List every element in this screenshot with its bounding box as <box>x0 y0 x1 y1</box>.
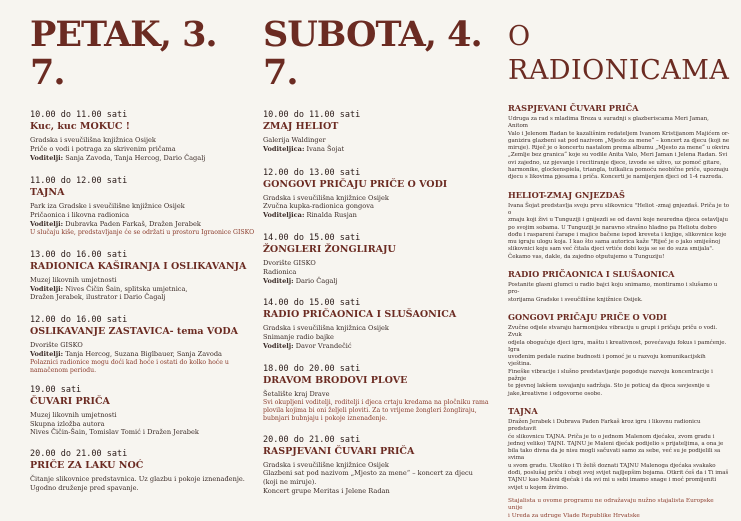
event-block <box>263 435 503 496</box>
event-title: GONGOVI PRIČAJU PRIČE O VODI <box>263 178 448 190</box>
event-block <box>30 449 255 493</box>
workshop-section <box>508 312 730 398</box>
event-detail: Gradska i sveučilišna knjižnica Osijek <box>30 136 156 144</box>
event-note: Polaznici radionice mogu doći kad hoće i ostati do kolko hoće u namačenom periodu. <box>30 358 229 374</box>
workshop-text: „Zemlje bez granica“ koje su vodile Anita Valo, Meri Jaman i Jelena Radan. Svi <box>508 152 728 159</box>
workshop-section <box>508 406 730 492</box>
event-time: 14.00 do 15.00 sati <box>263 298 361 309</box>
footer-line: Stajalista u ovome programu ne odražavaju nužno stajalista Europske unije <box>508 497 714 512</box>
event-detail: Šetalište kraj Drave <box>263 389 330 398</box>
event-block <box>263 110 503 154</box>
workshop-text: TAJNU kao Maleni djećak i da svi mi u sebi imamo snage i moć promijeniti <box>508 477 717 484</box>
event-time: 11.00 do 12.00 sati <box>30 176 128 187</box>
event-detail: Skupna izložba autora <box>30 419 105 428</box>
workshop-text: jake,kreativne i odgovorne osobe. <box>508 390 603 397</box>
event-title: OSLIKAVANJE ZASTAVICA- tema VODA <box>30 326 238 338</box>
workshop-text: će slikovnicu TAJNA. Priča je to o jednom Malenom djećaku, zvom gradu i <box>508 433 715 440</box>
workshop-text: Čekamo vas, dakle, da zajedno otputujemo u Tunguziju! <box>508 253 665 260</box>
workshop-text: Valo i Jelenom Radan te kazališnim redateljem Ivanom Kristijanom Majićem or- <box>508 130 730 137</box>
workshop-text: odjela obogućuje djeci igru, maštu i kreativnost, povećavaju fokus i pamćenje. Igra <box>508 339 727 353</box>
leaders-label: Voditeljica: <box>263 211 305 220</box>
event-time: 14.00 do 15.00 sati <box>263 232 361 243</box>
event-time: 20.00 do 21.00 sati <box>30 449 128 460</box>
workshop-text: u svom gradu. Ukoliko i Ti želiš doznati TAJNU Malenoga djećaka svakako <box>508 462 716 469</box>
event-leaders <box>30 154 255 163</box>
workshop-text: ovi zajedno, uz pjevanje i recitiranje djece, izvode se uživo, uz pomoć gitare, <box>508 159 722 166</box>
workshop-text: Udruga za rad s mladima Breza u suradnji s glazberiscama Meri Jaman, Anitom <box>508 116 709 130</box>
leaders-label: Voditeljica: <box>263 144 305 153</box>
event-detail: Čitanje slikovnice predstavnica. Uz glazbu i pokoje iznenađenje. <box>30 475 245 484</box>
leaders-names: Nives Čičin Šain, splitska umjetnica, <box>63 284 188 293</box>
event-detail: Dvorište GISKO <box>263 258 316 267</box>
workshop-text: mu igraju ulogu koja. I kao što sama autorica kaže "Riječ je o jako smiješnoj <box>508 239 721 246</box>
workshop-text: ganizira glazbeni sat pod nazivom „Mjesto za mene“ – koncert za djecu (koji ne <box>508 137 730 144</box>
event-leaders <box>30 350 255 359</box>
event-block <box>30 250 255 302</box>
event-title: ŽONGLERI ŽONGLIRAJU <box>263 243 396 255</box>
event-block <box>30 176 255 236</box>
event-title: RADIONICA KAŠIRANJA I OSLIKAVANJA <box>30 260 247 272</box>
event-leaders <box>263 277 503 286</box>
about-heading: O RADIONICAMA <box>508 21 730 86</box>
leaders-names: Ivana Šojat <box>304 144 345 153</box>
leaders-label: Voditelji: <box>30 349 64 358</box>
event-detail: Gradska i sveučilišne knjižnice Osijek <box>263 460 389 469</box>
leaders-names: Dubravka Paden Farkaš, Dražen Jerabek <box>63 219 201 228</box>
workshop-title: TAJNA <box>508 405 538 416</box>
event-detail: Dvorište GISKO <box>30 341 83 350</box>
event-block <box>263 168 503 220</box>
event-time: 12.00 do 16.00 sati <box>30 315 128 326</box>
workshop-title: RADIO PRIČAONICA I SLUŠAONICA <box>508 269 675 280</box>
event-note: Svi okupljeni voditelji, roditelji i djeca crtaju kredama na pločniku rama plovila kojima bi oni željeli ploviti. Za to vrijeme žongleri žongliraju, bubnjari bubnjaju i pokoje iznenađenje. <box>263 398 489 422</box>
workshop-section <box>508 190 730 261</box>
event-time: 10.00 do 11.00 sati <box>263 110 361 120</box>
event-leaders <box>263 145 503 154</box>
workshop-text: po svojim sobama. U Tunguziji je naravno strašno hladno pa Heliotu dobro <box>508 224 717 231</box>
workshop-text: Zvučne odjele stvaraju harmonijsku vibraciju u grupi i pričaju priču o vodi. Zvuk <box>508 324 718 339</box>
event-time: 18.00 do 20.00 sati <box>263 363 361 374</box>
leaders-label: Voditelji: <box>30 219 64 228</box>
event-detail: Galerija Waldinger <box>263 136 326 144</box>
leaders-label: Voditelj: <box>263 341 294 350</box>
footer-disclaimer <box>508 498 730 521</box>
event-note: U slučaju kiše, predstavljanje će se održati u prostoru Igraonice GISKO <box>30 228 255 236</box>
leaders-label: Voditelji: <box>30 284 64 293</box>
workshop-descriptions <box>508 103 730 492</box>
leaders-names: Davor Vrandečić <box>293 341 352 350</box>
event-title: TAJNA <box>30 187 65 199</box>
event-leaders <box>263 211 503 220</box>
leaders-label: Voditelji: <box>30 153 64 162</box>
workshop-text: svijet u kojem živimo. <box>508 484 569 491</box>
workshop-text: uvođenim pedale razine budnosti i pomoć je u razvoju komunikacijskih vještina. <box>508 354 706 368</box>
saturday-heading: SUBOTA, 4. 7. <box>263 14 482 93</box>
workshop-text: Postanite glasni glumci u radio bajci koju snimamo, montiramo i slušamo u pro- <box>508 282 718 296</box>
friday-column <box>30 0 255 493</box>
workshop-text: miruje). Riječ je o koncertu nastalom prema albumu „Mjesto za mene“ u okviru <box>508 145 730 152</box>
workshop-text: Dražen Jerabek i Dubrava Paden Farkaš kroz igru i likovnu radionicu predstavit <box>508 418 701 433</box>
event-block <box>263 233 503 285</box>
event-detail: Zvučna kupka-radionica gongova <box>263 202 374 211</box>
workshop-text: dođu i raspareni čarape i majice bačene ispod kreveta i knjige, slikovnice koje <box>508 231 727 238</box>
workshop-text: Ivana Šojat predstavlja svoju prvu slikovnicu "Heliot -zmaj gnjezdaš. Priča je to o <box>508 202 730 216</box>
leaders-names: Rinalda Rusjan <box>304 211 357 220</box>
event-detail: Muzej likovnih umjetnosti <box>30 275 117 284</box>
event-detail: Koncert grupe Meritas i Jelene Radan <box>263 486 390 495</box>
leaders-names: Dario Čagalj <box>293 276 338 285</box>
event-leaders <box>30 220 255 229</box>
workshop-text: jednoj veliko) TAJNI. TAJNU je Maleni djećak podijelio s prijateljima, a ona je <box>508 440 724 447</box>
workshop-section <box>508 269 730 304</box>
workshop-text: zmaju koji živi u Tunguziji i gnijezdi se od davni koje neuredna djeca ostavljaju <box>508 217 729 224</box>
about-workshops-column <box>508 0 730 521</box>
workshop-text: Fineške vibracije i slušno predstavljanje pogoduje razvoju koncentracije i pažnje <box>508 368 713 383</box>
friday-heading: PETAK, 3. 7. <box>30 14 217 93</box>
workshop-text: harmonike, glockenspiela, triangla, tutkalica pomoću neobične priče, upoznaju <box>508 167 729 174</box>
event-title: Kuc, kuc MOKUC ! <box>30 121 130 132</box>
footer-line: i Ureda za udruge Vlade Republike Hrvatske <box>508 513 640 520</box>
workshop-text: dođi, poslušaj priču i oboji svoj svijet najljepšim bojama. Otkrit ćeš da i Ti imaš <box>508 469 729 476</box>
event-detail: Pričaonica i likovna radionica <box>30 211 130 220</box>
event-title: RADIO PRIČAONICA I SLUŠAONICA <box>263 309 457 321</box>
workshop-text: djecu s likovima pjesama i priča. Koncerti je namijenjen djeci od 1-4 razreda. <box>508 174 724 181</box>
event-detail: Gradska i sveučilišna knjižnica Osijek <box>263 324 389 333</box>
event-time: 19.00 sati <box>30 384 82 395</box>
saturday-events <box>263 110 503 496</box>
friday-events <box>30 110 255 493</box>
event-detail: Priče o vodi i potraga za skrivenim pričama <box>30 144 176 153</box>
event-detail: Snimanje radio bajke <box>263 333 334 342</box>
event-time: 20.00 do 21.00 sati <box>263 434 361 445</box>
workshop-title: GONGOVI PRIČAJU PRIČE O VODI <box>508 311 667 322</box>
event-block <box>263 298 503 350</box>
event-title: ZMAJ HELIOT <box>263 121 339 132</box>
event-block <box>30 315 255 375</box>
event-block <box>30 385 255 437</box>
workshop-text: te pjevnoj lakšem usvajanju sadržaja. Sto je poticaj da djeca savjesnije u <box>508 383 710 390</box>
event-detail: Glazbeni sat pod nazivom „Mjesto za mene“ – koncert za djecu <box>263 469 473 478</box>
leaders-label: Voditelj: <box>263 276 294 285</box>
saturday-column <box>263 0 503 496</box>
leaders-names: Tanja Hercog, Suzana Biglbauer, Sanja Zavoda <box>63 349 222 358</box>
event-block <box>30 110 255 162</box>
event-detail: Gradska i sveučilišna knjižnice Osijek <box>263 193 389 202</box>
event-time: 12.00 do 13.00 sati <box>263 167 361 178</box>
event-title: RASPJEVANI ČUVARI PRIČA <box>263 445 415 457</box>
event-time: 13.00 do 16.00 sati <box>30 249 128 260</box>
workshop-title: HELIOT-ZMAJ GNJEZDAŠ <box>508 189 625 200</box>
event-detail: Park iza Gradske i sveučilišne knjižnice Osijek <box>30 202 185 211</box>
event-detail: Dražen Jerabek, ilustrator i Dario Čagalj <box>30 293 166 302</box>
event-title: ČUVARI PRIČA <box>30 395 110 407</box>
event-block <box>263 364 503 423</box>
event-detail: Muzej likovnih umjetnosti <box>30 410 117 419</box>
leaders-names: Sanja Zavoda, Tanja Hercog, Dario Čagalj <box>63 153 206 162</box>
event-detail: Nives Čičin-Šain, Tomislav Tomić i Dražen Jerabek <box>30 428 199 437</box>
event-detail: (koji ne miruje). <box>263 478 317 487</box>
workshop-section <box>508 103 730 182</box>
workshop-title: RASPJEVANI ČUVARI PRIČA <box>508 103 639 113</box>
workshop-text: slikovnici koju sam već čitala djeci vrtiće dobi koja se se do suza smijala". <box>508 246 714 253</box>
event-detail: Radionica <box>263 267 297 276</box>
workshop-text: storijama Gradske i sveučilišne knjižnice Osijek. <box>508 296 643 303</box>
workshop-text: bila tako divna da je nisu mogli sačuvati samo za sebe, već su je podijelili sa svima <box>508 448 721 462</box>
event-time: 10.00 do 11.00 sati <box>30 110 128 120</box>
event-title: PRIČE ZA LAKU NOĆ <box>30 460 144 472</box>
event-detail: Ugodno druženje pred spavanje. <box>30 483 139 492</box>
event-title: DRAVOM BRODOVI PLOVE <box>263 374 408 386</box>
event-leaders <box>263 342 503 351</box>
